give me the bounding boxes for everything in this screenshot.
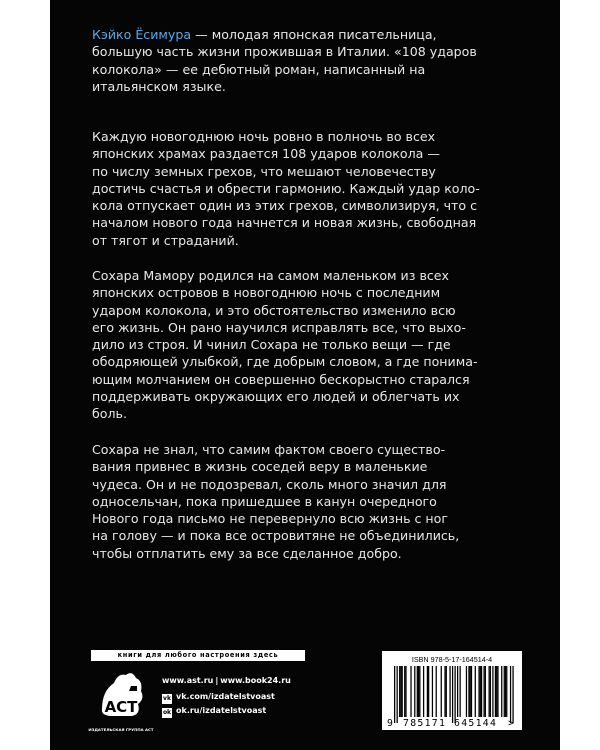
- barcode-bar: [402, 666, 403, 717]
- website-book24-link[interactable]: www.book24.ru: [220, 676, 291, 685]
- barcode-bar: [423, 666, 424, 717]
- text-line: ударом колокола, и это обстоятельство изменило всю: [92, 302, 456, 318]
- text-line: ободряющей улыбкой, где добрым словом, а где понима-: [92, 354, 478, 370]
- author-bio-line: большую часть жизни прожившая в Италии. «108 ударов: [92, 44, 477, 60]
- ok-link-row[interactable]: [162, 706, 266, 718]
- barcode-bar: [470, 666, 471, 717]
- author-bio-line: колокола» — ее дебютный роман, написанный на: [92, 61, 426, 77]
- barcode-bar: [460, 666, 461, 717]
- barcode-bar: [446, 666, 447, 717]
- barcode-bar: [399, 666, 400, 717]
- text-line: по числу земных грехов, что мешают человечеству: [92, 163, 436, 179]
- author-bio-line: Кэйко Ёсимура — молодая японская писательница,: [92, 27, 437, 42]
- barcode-bar: [475, 666, 476, 717]
- barcode-bar: [504, 666, 505, 717]
- barcode-bar: [419, 666, 420, 717]
- ast-logo-icon: [96, 669, 146, 727]
- barcode-bar: [418, 666, 419, 717]
- barcode-bar: [512, 666, 513, 723]
- barcode-bar: [478, 666, 479, 717]
- barcode-bar: [497, 666, 498, 717]
- barcode-bar: [397, 666, 398, 723]
- barcode-bar: [457, 666, 458, 717]
- text-line: дило из строя. И чинил Сохара не только вещи — где: [92, 337, 451, 353]
- ok-icon: ok: [162, 709, 172, 716]
- website-ast-link[interactable]: www.ast.ru: [162, 676, 214, 685]
- text-line: началом нового года начнется и новая жизнь, свободная: [92, 215, 477, 231]
- barcode-bar: [483, 666, 484, 717]
- barcode-bar: [471, 666, 472, 717]
- text-line: чтобы отплатить ему за все сделанное добро.: [92, 545, 402, 561]
- text-line: Сохара Мамору родился на самом маленьком из всех: [92, 268, 449, 283]
- text-line: ющим молчанием он совершенно бескорыстно старался: [92, 371, 470, 387]
- author-bio-line: итальянском языке.: [92, 78, 226, 94]
- barcode-bar: [394, 666, 395, 723]
- synopsis-paragraph-3: [92, 441, 492, 562]
- barcode-bar: [432, 666, 433, 717]
- barcode-bar: [436, 666, 437, 717]
- text-line: поддерживать окружающих его людей и облегчать их: [92, 389, 460, 405]
- synopsis-paragraph-2: [92, 267, 492, 423]
- barcode-bar: [452, 666, 453, 723]
- text-line: его жизнь. Он рано научился исправлять все, что выхо-: [92, 319, 466, 335]
- barcode-bar: [495, 666, 496, 717]
- author-bio: [92, 26, 492, 95]
- barcode-bar: [444, 666, 445, 717]
- isbn-text: ISBN 978-5-17-164514-4: [411, 655, 493, 664]
- barcode-bar: [510, 666, 511, 723]
- text-line: кола отпускает один из этих грехов, символизируя, что с: [92, 198, 477, 214]
- website-links: [162, 676, 291, 685]
- vk-link[interactable]: vk.com/izdatelstvoast: [176, 692, 275, 701]
- barcode-bar: [506, 666, 507, 717]
- slogan-strip: книги для любого настроения здесь: [91, 650, 305, 661]
- text-line: Каждую новогоднюю ночь ровно в полночь во всех: [92, 129, 436, 144]
- barcode-bar: [485, 666, 486, 717]
- barcode-bar: [501, 666, 502, 717]
- barcode-left-group: 785171: [403, 718, 447, 729]
- barcode-bar: [490, 666, 491, 717]
- barcode-bar: [492, 666, 493, 717]
- barcode-bar: [428, 666, 429, 717]
- vk-icon: vk: [163, 695, 171, 702]
- barcode-bar: [427, 666, 428, 717]
- barcode-bar: [449, 666, 450, 717]
- barcode-bar: [489, 666, 490, 717]
- barcode-bar: [414, 666, 415, 717]
- barcode-end-mark: >: [508, 718, 514, 729]
- text-line: достичь счастья и обрести гармонию. Каждый удар коло-: [92, 180, 480, 196]
- logo-mark-text: АСТ: [104, 698, 138, 716]
- text-line: вания привнес в жизнь соседей веру в маленькие: [92, 459, 428, 475]
- vk-link-row[interactable]: [162, 692, 275, 704]
- ok-link[interactable]: ok.ru/izdatelstvoast: [176, 706, 267, 715]
- barcode-bar: [405, 666, 406, 717]
- barcode-bar: [505, 666, 506, 717]
- book-back-cover: [50, 0, 560, 750]
- text-line: Сохара не знал, что самим фактом своего существо-: [92, 442, 446, 457]
- barcode-bar: [417, 666, 418, 717]
- text-line: чудеса. Он и не подозревал, сколь много значил для: [92, 476, 447, 492]
- barcode-bar: [480, 666, 481, 717]
- author-name: Кэйко Ёсимура: [92, 27, 192, 42]
- barcode-right-group: 645144: [454, 718, 498, 729]
- barcode-bar: [441, 666, 442, 717]
- text-line: односельчан, пока пришедшее в канун очередного: [92, 493, 437, 509]
- barcode-bar: [454, 666, 455, 723]
- separator: |: [215, 676, 219, 685]
- barcode-first-digit: 9: [387, 718, 393, 729]
- text-line: Нового года письмо не перевернуло всю жизнь с ног: [92, 511, 448, 527]
- text-line: боль.: [92, 406, 127, 422]
- text-line: японских островов в новогоднюю ночь с последним: [92, 285, 441, 301]
- barcode-bar: [466, 666, 467, 717]
- synopsis-paragraph-1: [92, 128, 492, 249]
- barcode-bar: [496, 666, 497, 717]
- text-line: от тягот и страданий.: [92, 232, 239, 248]
- barcode-bar: [400, 666, 401, 717]
- barcode-bar: [404, 666, 405, 717]
- barcode-bar: [481, 666, 482, 717]
- barcode-bar: [468, 666, 469, 717]
- text-line: японских храмах раздается 108 ударов колокола —: [92, 146, 440, 162]
- barcode-bar: [410, 666, 411, 717]
- barcode: [382, 651, 522, 730]
- text-line: на голову — и пока все островитяне не объединились,: [92, 528, 460, 544]
- logo-caption: ИЗДАТЕЛЬСКАЯ ГРУППА АСТ: [88, 727, 154, 732]
